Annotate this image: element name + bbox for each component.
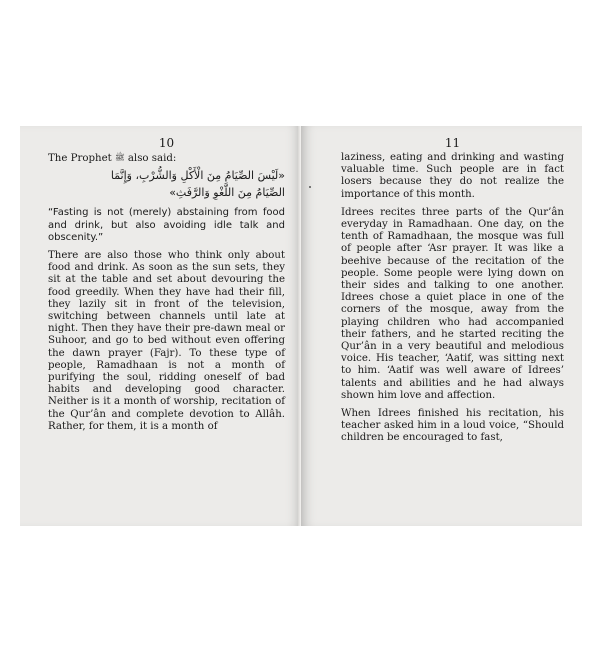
hadith-translation: “Fasting is not (merely) abstaining from food and drink, but also avoiding idle talk and obscenity.” xyxy=(48,207,285,243)
quote-intro xyxy=(48,152,285,165)
intro-text-after: also said: xyxy=(127,153,177,165)
page-number-left: 10 xyxy=(158,136,175,150)
arabic-line-1: «لَيْسَ الصِّيَامُ مِنَ الْأَكْلِ وَالشُّرْبِ، وَإِنَّمَا xyxy=(110,169,285,183)
page-number-right: 11 xyxy=(444,136,461,150)
arabic-line-2: الصِّيَامُ مِنَ اللَّغْوِ وَالرَّفَثِ» xyxy=(169,186,285,200)
left-page xyxy=(20,126,301,526)
page-speck xyxy=(309,186,311,188)
intro-text-before: The Prophet xyxy=(48,153,112,165)
right-paragraph-1: laziness, eating and drinking and wasting valuable time. Such people are in fact losers because they do not realize the importance of this month. xyxy=(341,152,564,200)
open-book xyxy=(20,126,582,526)
left-paragraph-1: There are also those who think only about food and drink. As soon as the sun sets, they sit at the table and set about devouring the food greedily. When they have had their fill, they lazily sit in front of the television, switching between channels until late at night. Then they have their pre-dawn meal or Suhoor, and go to bed without even offering the dawn prayer (Fajr). To these type of people, Ramadhaan is not a month of purifying the soul, ridding oneself of bad habits and developing good character. Neither is it a month of worship, recitation of the Qur’ân and complete devotion to Allâh. Rather, for them, it is a month of xyxy=(48,249,285,432)
right-paragraph-2: Idrees recites three parts of the Qur’ân everyday in Ramadhaan. One day, on the tenth of Ramadhaan, the mosque was full of people after ‘Asr prayer. It was like a beehive because of the recitation of the people. Some people were lying down on their sides and talking to one another. Idrees chose a quiet place in one of the corners of the mosque, away from the playing children who had accompanied their fathers, and he started reciting the Qur’ân in a very beautiful and melodious voice. His teacher, ‘Aatif, was sitting next to him. ‘Aatif was well aware of Idrees’ talents and abilities and he had always shown him love and affection. xyxy=(341,206,564,401)
right-paragraph-3: When Idrees finished his recitation, his teacher asked him in a loud voice, “Should children be encouraged to fast, xyxy=(341,408,564,444)
arabic-hadith xyxy=(48,167,285,201)
salutation-mark: ﷺ xyxy=(114,153,125,162)
right-page xyxy=(301,126,582,526)
